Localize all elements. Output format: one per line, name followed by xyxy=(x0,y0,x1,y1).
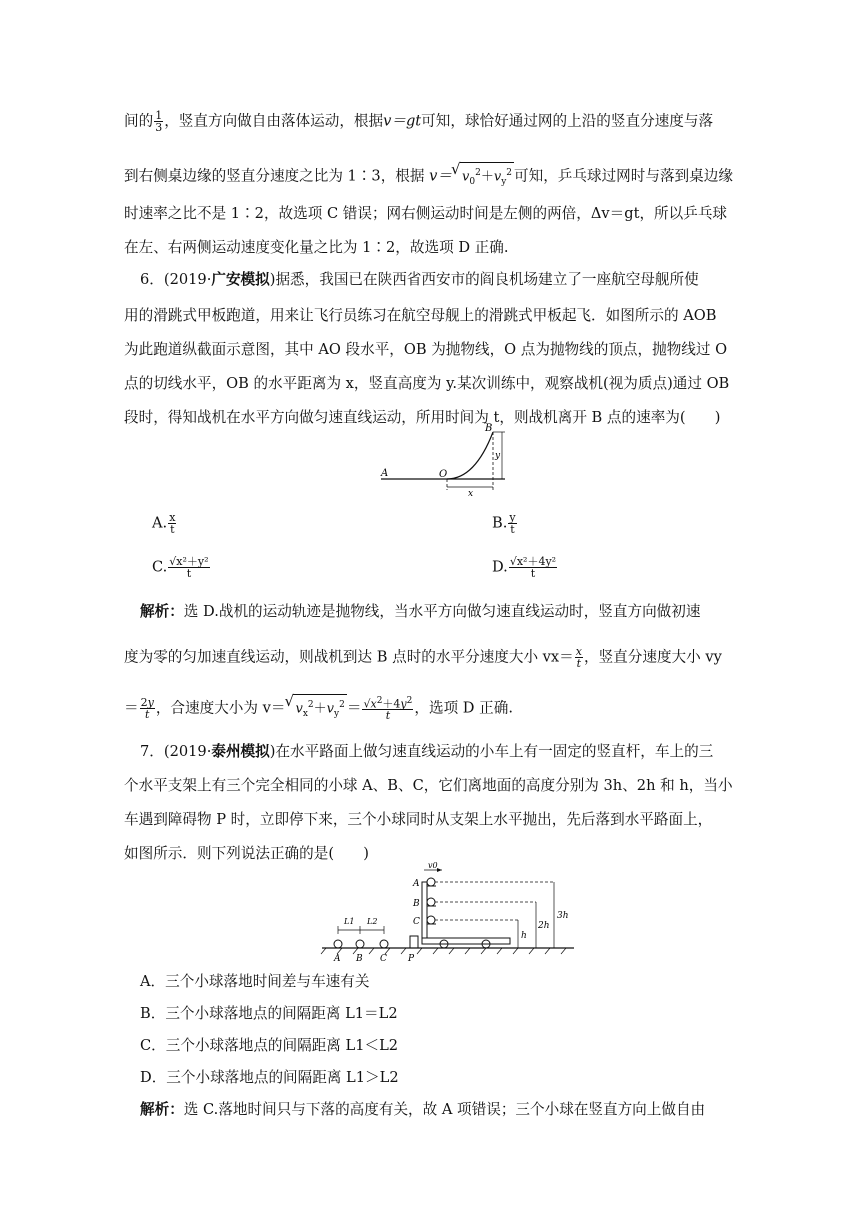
option-label: D. xyxy=(492,558,508,576)
label-2h: 2h xyxy=(538,921,550,931)
label-P: P xyxy=(408,954,415,964)
q6-source: 广安模拟 xyxy=(211,271,270,288)
text: 选 D.战机的运动轨迹是抛物线，当水平方向做匀速直线运动时，竖直方向做初速 xyxy=(183,603,701,620)
text: ＝ xyxy=(124,699,139,717)
num: √x²＋y² xyxy=(169,555,209,568)
den: t xyxy=(530,567,536,580)
frac-num: 1 xyxy=(155,109,163,122)
den: t xyxy=(510,523,515,536)
answer-label: 解析： xyxy=(140,603,184,620)
option-fraction xyxy=(509,556,557,579)
fraction-x-t: $\frac{x}{t}$ xyxy=(575,645,582,670)
label-B: B xyxy=(413,899,420,909)
den: t xyxy=(186,567,192,580)
q6-option-a[interactable] xyxy=(152,512,177,535)
q7-line2: 个水平支架上有三个完全相同的小球 A、B、C，它们离地面的高度分别为 3h、2h 和 h，当小 xyxy=(124,777,733,794)
text: ，选项 D 正确. xyxy=(414,699,513,717)
q6-answer-line3 xyxy=(124,694,740,724)
q7-answer-line1 xyxy=(140,1100,756,1120)
q6-answer-line1 xyxy=(140,602,756,622)
option-label: A. xyxy=(152,514,168,532)
label-ground-C: C xyxy=(380,954,387,964)
text: )在水平路面上做匀速直线运动的小车上有一固定的竖直杆，车上的三 xyxy=(269,743,714,760)
q6-option-c[interactable] xyxy=(152,556,211,579)
text: ，竖直方向做自由落体运动，根据 xyxy=(164,112,384,130)
sqrt-vx-vy: √ $v_x^2+v_y^2$ xyxy=(293,694,346,724)
text: ，合速度大小为 v＝ xyxy=(155,699,286,717)
q7-line1 xyxy=(140,742,756,762)
q6-line5: 段时，得知战机在水平方向做匀速直线运动，所用时间为 t，则战机离开 B 点的速率为( ) xyxy=(124,409,721,426)
num: y xyxy=(509,511,516,524)
q7-line3: 车遇到障碍物 P 时，立即停下来，三个小球同时从支架上水平抛出，先后落到水平路面上， xyxy=(124,811,713,828)
label-B: B xyxy=(485,423,493,434)
text: 可知，乒乓球过网时与落到桌边缘 xyxy=(514,167,733,185)
q6-option-d[interactable] xyxy=(492,556,558,579)
option-label: B. xyxy=(492,514,508,532)
q7-option-a[interactable]: A．三个小球落地时间差与车速有关 xyxy=(140,973,370,990)
q6-line2: 用的滑跳式甲板跑道，用来让飞行员练习在航空母舰上的滑跳式甲板起飞．如图所示的 AOB xyxy=(124,307,717,324)
q6-number: 6．(2019· xyxy=(140,271,212,288)
q6-line1 xyxy=(140,270,756,290)
label-3h: 3h xyxy=(557,911,569,921)
label-y: y xyxy=(495,451,501,461)
text: ，竖直分速度大小 vy xyxy=(583,648,722,666)
label-C: C xyxy=(413,917,420,927)
label-x: x xyxy=(468,489,474,499)
figure-cart xyxy=(318,860,578,964)
fraction-result: $\frac{√x^2+4y^2}{t}$ xyxy=(363,695,413,723)
p1-line2 xyxy=(124,162,740,192)
equation-v-gt: v＝gt xyxy=(383,112,422,130)
text: 间的 xyxy=(124,112,154,130)
text: 到右侧桌边缘的竖直分速度之比为 1∶3，根据 xyxy=(124,167,425,185)
option-fraction xyxy=(168,556,209,579)
label-v0: v0 xyxy=(428,861,438,870)
q6-option-b[interactable] xyxy=(492,512,518,535)
label-A: A xyxy=(381,468,389,479)
frac-den: 3 xyxy=(155,121,163,134)
label-L1: L1 xyxy=(344,917,355,926)
label-ground-A: A xyxy=(334,954,341,964)
q7-source: 泰州模拟 xyxy=(211,743,270,760)
q6-answer-line2 xyxy=(124,646,740,669)
text: 度为零的匀加速直线运动，则战机到达 B 点时的水平分速度大小 vx＝ xyxy=(124,648,574,666)
figure-runway xyxy=(375,420,525,502)
den: t xyxy=(170,523,175,536)
text: 选 C.落地时间只与下落的高度有关，故 A 项错误；三个小球在竖直方向上做自由 xyxy=(183,1101,706,1118)
fraction-2y-t: $\frac{2y}{t}$ xyxy=(140,695,154,721)
p1-line3: 时速率之比不是 1∶2，故选项 C 错误；网右侧运动时间是左侧的两倍，Δv＝gt，所以乒乓球 xyxy=(124,205,728,222)
label-h: h xyxy=(521,931,527,941)
fraction-one-third xyxy=(154,110,163,133)
text: 可知，球恰好通过网的上沿的竖直分速度与落 xyxy=(421,112,714,130)
q7-option-d[interactable]: D．三个小球落地点的间隔距离 L1＞L2 xyxy=(140,1069,399,1086)
q7-option-c[interactable]: C．三个小球落地点的间隔距离 L1＜L2 xyxy=(140,1037,399,1054)
label-L2: L2 xyxy=(367,917,378,926)
p1-line1 xyxy=(124,110,740,133)
option-fraction xyxy=(508,512,516,535)
answer-label: 解析： xyxy=(140,1101,184,1118)
q7-option-b[interactable]: B．三个小球落地点的间隔距离 L1＝L2 xyxy=(140,1005,398,1022)
label-O: O xyxy=(439,469,448,480)
option-label: C. xyxy=(152,558,168,576)
q7-line4: 如图所示．则下列说法正确的是( ) xyxy=(124,845,369,862)
label-A: A xyxy=(413,879,420,889)
label-ground-B: B xyxy=(356,954,363,964)
num: √x²＋4y² xyxy=(509,555,557,568)
num: x xyxy=(169,511,176,524)
option-fraction xyxy=(168,512,176,535)
q6-line3: 为此跑道纵截面示意图，其中 AO 段水平，OB 为抛物线，O 点为抛物线的顶点，抛物线过 O xyxy=(124,341,728,358)
text: )据悉，我国已在陕西省西安市的阎良机场建立了一座航空母舰所使 xyxy=(269,271,699,288)
text: ＝ xyxy=(346,699,362,717)
equation-v: v＝ xyxy=(429,167,452,185)
q6-line4: 点的切线水平，OB 的水平距离为 x，竖直高度为 y.某次训练中，观察战机(视为质点)通过 OB xyxy=(124,375,730,392)
sqrt-v0-vy: √ $v_0^2+v_y^2$ xyxy=(460,162,514,192)
p1-line4: 在左、右两侧运动速度变化量之比为 1∶2，故选项 D 正确. xyxy=(124,239,509,256)
q7-number: 7．(2019· xyxy=(140,743,212,760)
